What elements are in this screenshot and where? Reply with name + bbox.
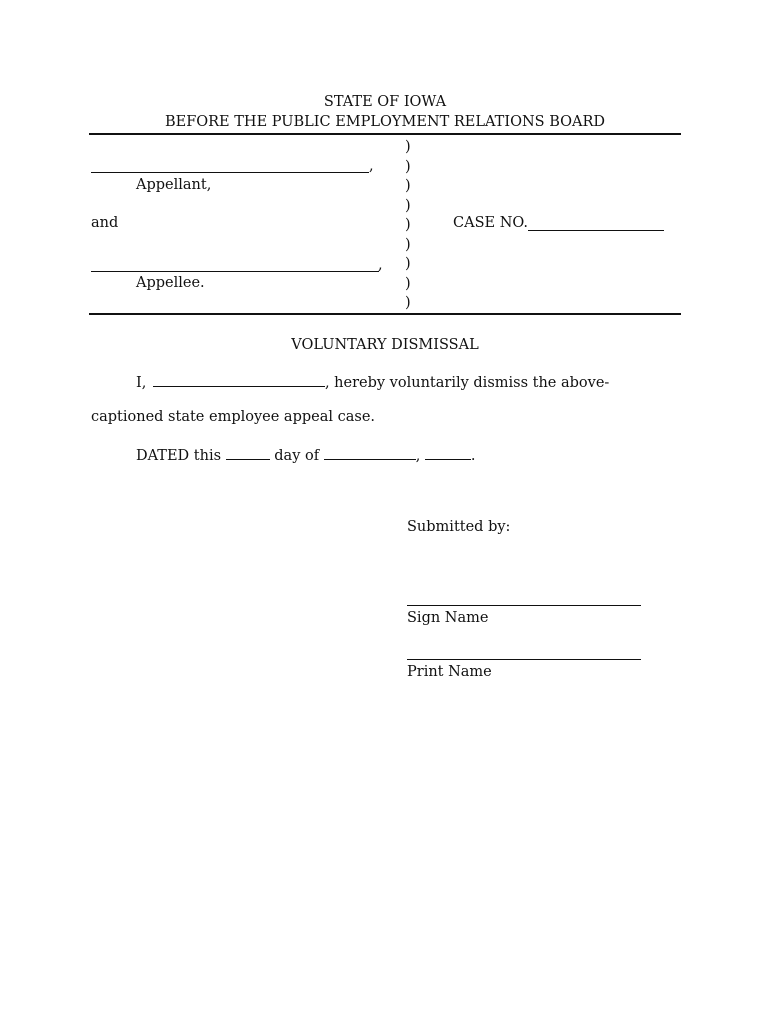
dismissal-sentence-cont: captioned state employee appeal case. [91,409,376,425]
header-state: STATE OF IOWA [323,94,447,110]
day-blank[interactable] [226,446,270,460]
appellee-comma: , [378,257,383,273]
paren: ) [405,158,411,175]
bottom-rule [89,313,681,315]
print-name-label: Print Name [407,664,492,680]
dismissal-sentence [136,373,609,391]
header-board: BEFORE THE PUBLIC EMPLOYMENT RELATIONS BOARD [164,114,606,130]
sign-name-line[interactable] [407,605,641,606]
sign-name-label: Sign Name [407,610,489,626]
month-blank[interactable] [324,446,416,460]
paren: ) [405,256,411,272]
appellant-label: Appellant, [136,177,212,193]
appellant-comma: , [369,158,374,174]
and-label: and [91,215,119,231]
paren: ) [405,275,411,292]
paren: ) [405,217,411,233]
document-title: VOLUNTARY DISMISSAL [291,337,479,353]
paren: ) [405,178,411,194]
top-rule [89,133,681,135]
sentence-start: I, [136,375,147,391]
appellee-name-line[interactable] [91,271,379,272]
paren: ) [405,295,411,311]
print-name-line[interactable] [407,659,641,660]
submitted-by-label: Submitted by: [407,519,511,535]
case-no-label: CASE NO. [453,215,529,231]
appellant-name-line[interactable] [91,172,369,173]
dated-mid: day of [274,448,320,464]
dated-line [136,446,476,464]
dated-end: . [470,448,476,464]
dated-comma: , [415,448,421,464]
paren: ) [405,197,411,214]
year-blank[interactable] [425,446,471,460]
appellee-label: Appellee. [136,275,205,291]
paren: ) [405,236,411,253]
dated-start: DATED this [136,448,222,464]
paren: ) [405,139,411,155]
sentence-end: , hereby voluntarily dismiss the above- [324,375,610,391]
case-no-line[interactable] [528,230,664,231]
caption-parens [405,138,411,314]
name-blank[interactable] [153,373,325,387]
